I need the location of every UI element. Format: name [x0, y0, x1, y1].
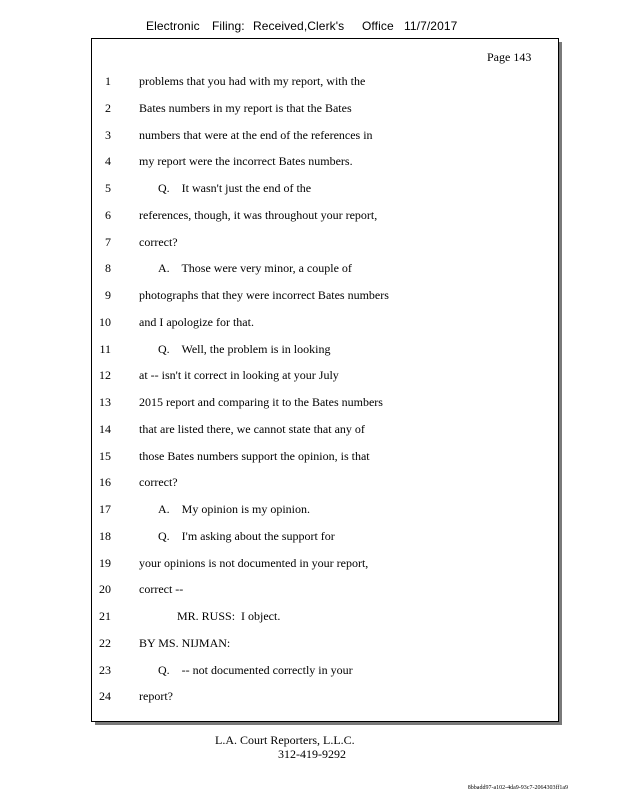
line-number: 22: [99, 635, 111, 650]
line-text: references, though, it was throughout your report,: [139, 207, 378, 222]
filing-header-word-filing: Filing:: [212, 19, 245, 33]
line-number: 24: [99, 689, 111, 704]
line-text: those Bates numbers support the opinion, is that: [139, 448, 370, 463]
line-text: Q. I'm asking about the support for: [158, 528, 335, 543]
line-number: 8: [105, 261, 111, 276]
transcript-line: [91, 101, 557, 117]
line-number: 4: [105, 154, 111, 169]
line-number: 15: [99, 448, 111, 463]
line-text: correct?: [139, 475, 178, 490]
filing-header-word-office: Office: [362, 19, 394, 33]
line-number: 11: [99, 341, 111, 356]
line-text: Q. It wasn't just the end of the: [158, 181, 312, 195]
line-number: 6: [105, 207, 111, 222]
transcript-line: [91, 475, 557, 491]
transcript-line: [91, 208, 557, 224]
line-number: 3: [105, 127, 111, 142]
transcript-line: [91, 582, 557, 598]
line-number: 13: [99, 395, 111, 409]
line-text: Bates numbers in my report is that the Bates: [139, 100, 352, 115]
line-text: problems that you had with my report, with the: [139, 74, 366, 88]
line-text: A. My opinion is my opinion.: [158, 502, 311, 516]
line-number: 14: [99, 421, 111, 436]
line-number: 18: [99, 528, 111, 543]
transcript-line: [91, 368, 557, 384]
line-number: 10: [99, 314, 111, 329]
footer-phone: 312-419-9292: [278, 747, 346, 761]
transcript-line: [91, 128, 557, 144]
line-text: A. Those were very minor, a couple of: [158, 261, 352, 276]
transcript-line: [91, 315, 557, 331]
line-text: your opinions is not documented in your report,: [139, 555, 369, 570]
transcript-line: [91, 529, 557, 545]
transcript-line: [91, 449, 557, 465]
line-text: and I apologize for that.: [139, 314, 254, 329]
line-text: Q. -- not documented correctly in your: [158, 662, 353, 677]
transcript-line: [91, 663, 557, 679]
line-number: 19: [99, 555, 111, 570]
line-text: numbers that were at the end of the references in: [139, 127, 373, 142]
line-number: 2: [105, 100, 111, 115]
transcript-line: [91, 261, 557, 277]
transcript-line: [91, 74, 557, 90]
line-text: at -- isn't it correct in looking at your July: [139, 368, 339, 383]
filing-header-date: 11/7/2017: [404, 19, 458, 33]
line-number: 9: [105, 288, 111, 302]
document-id: 8bbadd97-a102-4da9-93c7-2064303ff1a9: [467, 785, 568, 791]
line-text: report?: [139, 689, 173, 704]
line-number: 1: [105, 74, 111, 88]
transcript-line: [91, 502, 557, 518]
transcript-line: [91, 636, 557, 652]
footer-company: L.A. Court Reporters, L.L.C.: [215, 733, 355, 747]
transcript-line: [91, 556, 557, 572]
transcript-line: [91, 342, 557, 358]
line-text: correct?: [139, 234, 178, 249]
line-text: 2015 report and comparing it to the Bates numbers: [139, 395, 383, 409]
line-number: 16: [99, 475, 111, 490]
line-text: BY MS. NIJMAN:: [139, 635, 231, 650]
line-number: 12: [99, 368, 111, 383]
transcript-line: [91, 288, 557, 304]
filing-header-word-received: Received,Clerk's: [253, 19, 345, 33]
transcript-line: [91, 395, 557, 411]
line-number: 20: [99, 582, 111, 597]
line-number: 23: [99, 662, 111, 677]
line-number: 7: [105, 234, 111, 249]
page-number: Page 143: [487, 50, 532, 64]
line-text: correct --: [139, 582, 184, 597]
filing-header-word-electronic: Electronic: [146, 19, 200, 33]
line-text: Q. Well, the problem is in looking: [158, 341, 331, 356]
line-text: MR. RUSS: I object.: [177, 609, 281, 623]
line-text: that are listed there, we cannot state that any of: [139, 421, 365, 436]
line-text: photographs that they were incorrect Bates numbers: [139, 288, 389, 302]
transcript-line: [91, 609, 557, 625]
transcript-line: [91, 422, 557, 438]
transcript-line: [91, 154, 557, 170]
transcript-line: [91, 181, 557, 197]
line-number: 5: [105, 181, 111, 195]
transcript-line: [91, 689, 557, 705]
line-number: 21: [99, 609, 111, 623]
line-number: 17: [99, 502, 111, 516]
transcript-line: [91, 235, 557, 251]
line-text: my report were the incorrect Bates numbers.: [139, 154, 353, 169]
